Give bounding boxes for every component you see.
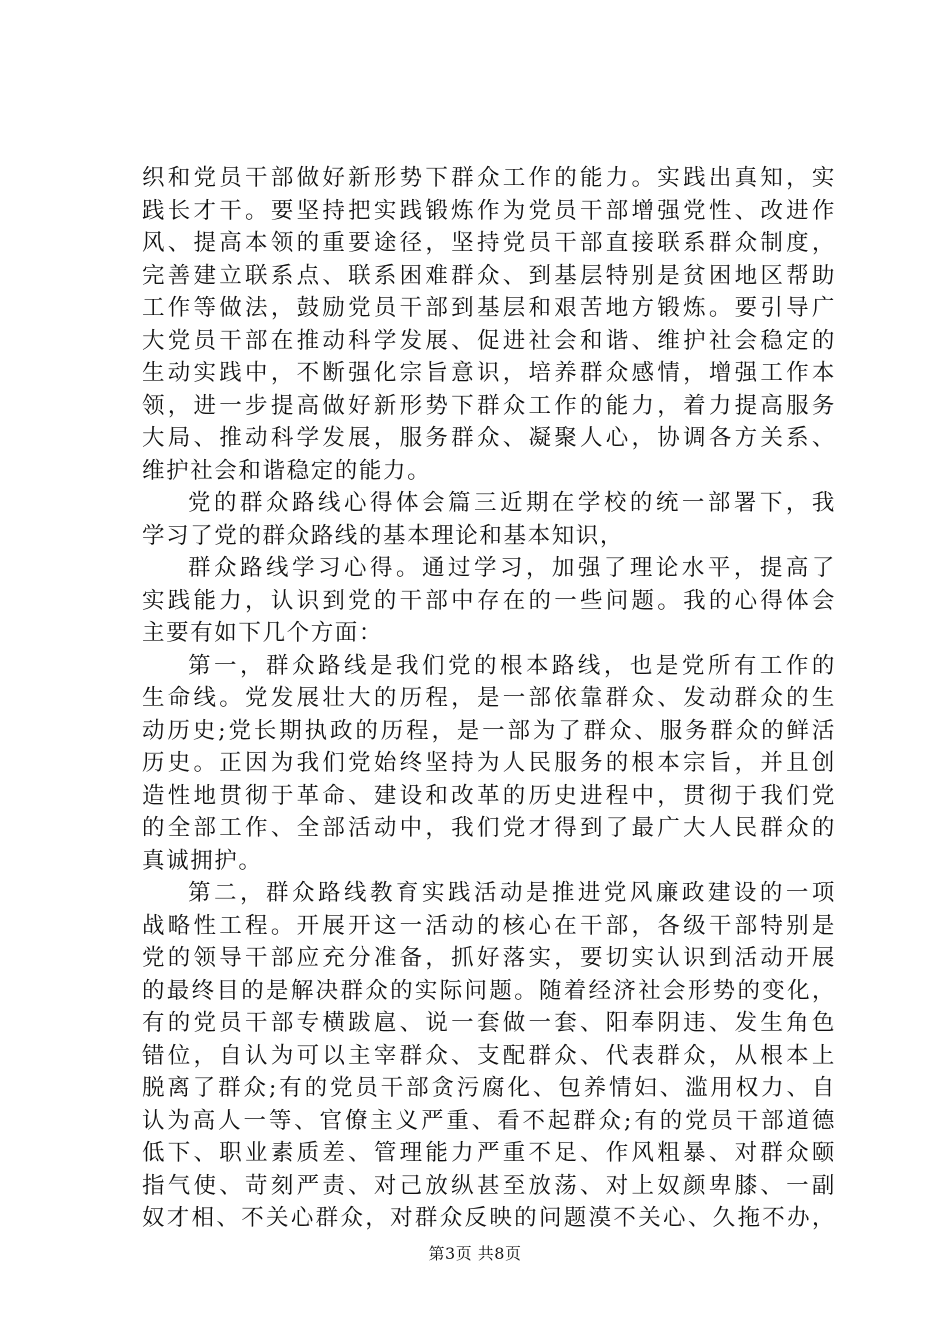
paragraph	[142, 552, 836, 650]
text-line: 造性地贯彻于革命、建设和改革的历史进程中，贯彻于我们党	[142, 782, 836, 809]
text-line: 学习了党的群众路线的基本理论和基本知识，	[142, 522, 625, 549]
text-line: 脱离了群众;有的党员干部贪污腐化、包养情妇、滥用权力、自	[142, 1075, 836, 1101]
text-line: 群众路线学习心得。通过学习，加强了理论水平，提高了	[188, 555, 836, 581]
text-line: 风、提高本领的重要途径，坚持党员干部直接联系群众制度，	[142, 230, 836, 256]
text-line: 第一，群众路线是我们党的根本路线，也是党所有工作的	[188, 652, 836, 679]
page-footer: 第3页 共8页	[428, 1244, 522, 1263]
text-line: 大局、推动科学发展，服务群众、凝聚人心，协调各方关系、	[142, 425, 836, 451]
text-line: 的全部工作、全部活动中，我们党才得到了最广大人民群众的	[142, 815, 836, 841]
text-line: 第二，群众路线教育实践活动是推进党风廉政建设的一项	[188, 880, 836, 906]
text-line: 大党员干部在推动科学发展、促进社会和谐、维护社会稳定的	[142, 327, 836, 354]
text-line: 指气使、苛刻严责、对己放纵甚至放荡、对上奴颜卑膝、一副	[142, 1172, 836, 1199]
text-line: 认为高人一等、官僚主义严重、看不起群众;有的党员干部道德	[142, 1107, 836, 1134]
text-line: 完善建立联系点、联系困难群众、到基层特别是贫困地区帮助	[142, 262, 836, 289]
text-line: 领，进一步提高做好新形势下群众工作的能力，着力提高服务	[142, 392, 836, 419]
text-line: 践长才干。要坚持把实践锻炼作为党员干部增强党性、改进作	[142, 197, 836, 224]
text-line: 工作等做法，鼓励党员干部到基层和艰苦地方锻炼。要引导广	[142, 295, 836, 321]
text-line: 错位，自认为可以主宰群众、支配群众、代表群众，从根本上	[142, 1042, 836, 1069]
text-line: 主要有如下几个方面：	[142, 620, 384, 646]
text-line: 维护社会和谐稳定的能力。	[142, 457, 432, 484]
text-line: 的最终目的是解决群众的实际问题。随着经济社会形势的变化，	[142, 977, 836, 1004]
text-line: 低下、职业素质差、管理能力严重不足、作风粗暴、对群众颐	[142, 1140, 836, 1166]
paragraph	[142, 487, 836, 552]
text-line: 真诚拥护。	[142, 847, 263, 874]
text-line: 生命线。党发展壮大的历程，是一部依靠群众、发动群众的生	[142, 685, 836, 711]
paragraph	[142, 650, 836, 878]
paragraph	[142, 877, 836, 1235]
text-line: 实践能力，认识到党的干部中存在的一些问题。我的心得体会	[142, 587, 836, 614]
document-body	[142, 162, 836, 1235]
text-line: 生动实践中，不断强化宗旨意识，培养群众感情，增强工作本	[142, 360, 836, 386]
text-line: 历史。正因为我们党始终坚持为人民服务的根本宗旨，并且创	[142, 750, 836, 776]
paragraph	[142, 162, 836, 487]
text-line: 奴才相、不关心群众，对群众反映的问题漠不关心、久拖不办，	[142, 1205, 836, 1231]
text-line: 党的群众路线心得体会篇三近期在学校的统一部署下，我	[188, 490, 836, 516]
text-line: 党的领导干部应充分准备，抓好落实，要切实认识到活动开展	[142, 945, 836, 971]
text-line: 有的党员干部专横跋扈、说一套做一套、阳奉阴违、发生角色	[142, 1010, 836, 1036]
text-line: 战略性工程。开展开这一活动的核心在干部，各级干部特别是	[142, 912, 836, 939]
text-line: 动历史;党长期执政的历程，是一部为了群众、服务群众的鲜活	[142, 717, 836, 744]
text-line: 织和党员干部做好新形势下群众工作的能力。实践出真知，实	[142, 165, 836, 191]
